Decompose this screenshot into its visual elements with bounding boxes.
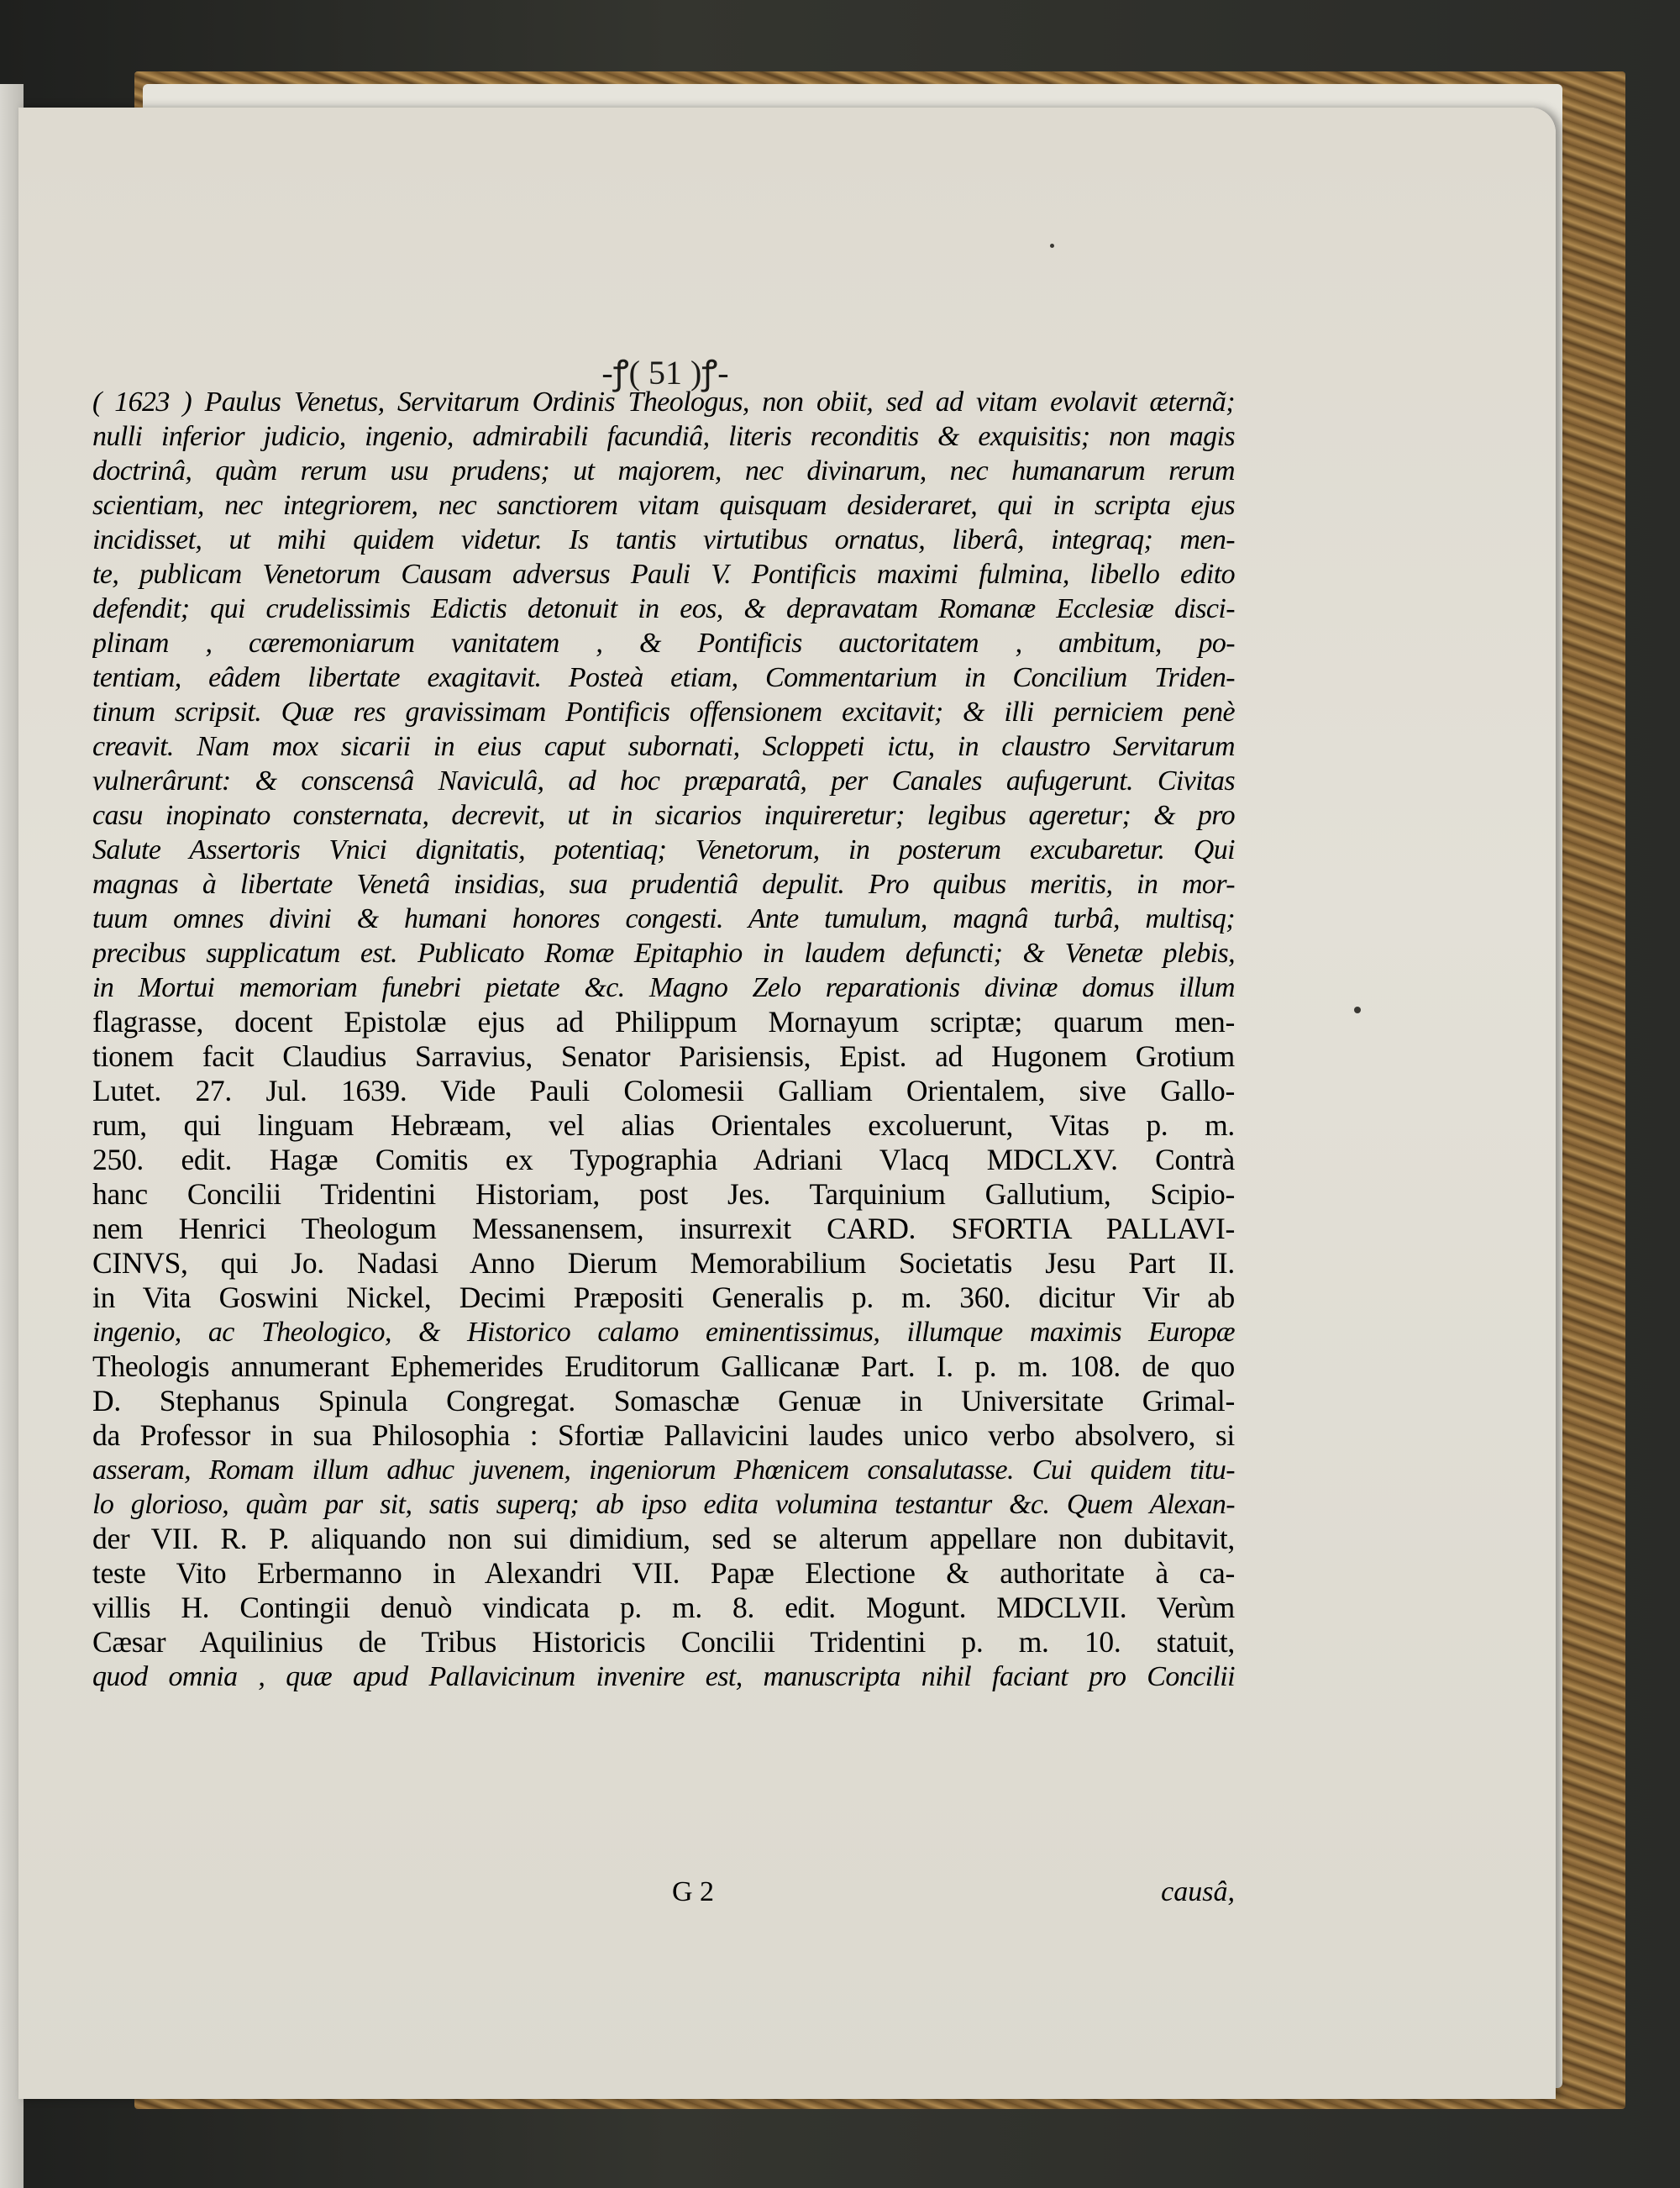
text-line: tinum scripsit. Quæ res gravissimam Pontificis offensionem excitavit; & illi perniciem penè: [92, 697, 1235, 728]
ink-speck: [1354, 1007, 1361, 1013]
text-line: D. Stephanus Spinula Congregat. Somaschæ Genuæ in Universitate Grimal-: [92, 1384, 1235, 1417]
text-line: precibus supplicatum est. Publicato Romæ Epitaphio in laudem defuncti; & Venetæ plebis,: [92, 938, 1235, 969]
text-line: flagrasse, docent Epistolæ ejus ad Philippum Mornayum scriptæ; quarum men-: [92, 1005, 1235, 1039]
text-line: rum, qui linguam Hebræam, vel alias Orientales excoluerunt, Vitas p. m.: [92, 1108, 1235, 1142]
page-number-header: -ꝭ( 51 )ꝭ-: [601, 354, 729, 392]
text-line: scientiam, nec integriorem, nec sanctiorem vitam quisquam desideraret, qui in scripta ejus: [92, 490, 1235, 521]
text-line: teste Vito Erbermanno in Alexandri VII. Papæ Electione & authoritate à ca-: [92, 1556, 1235, 1590]
text-line: magnas à libertate Venetâ insidias, sua prudentiâ depulit. Pro quibus meritis, in mor-: [92, 869, 1235, 900]
book-page: [18, 108, 1556, 2099]
signature-mark: G 2: [672, 1876, 715, 1907]
text-line: tentiam, eâdem libertate exagitavit. Posteà etiam, Commentarium in Concilium Triden-: [92, 662, 1235, 693]
text-line: plinam , cæremoniarum vanitatem , & Pontificis auctoritatem , ambitum, po-: [92, 628, 1235, 659]
text-line: da Professor in sua Philosophia : Sfortiæ Pallavicini laudes unico verbo absolvero, si: [92, 1418, 1235, 1452]
text-line: Salute Assertoris Vnici dignitatis, potentiaq; Venetorum, in posterum excubaretur. Qui: [92, 834, 1235, 865]
text-line: Theologis annumerant Ephemerides Eruditorum Gallicanæ Part. I. p. m. 108. de quo: [92, 1349, 1235, 1383]
text-line: in Mortui memoriam funebri pietate &c. Magno Zelo reparationis divinæ domus illum: [92, 972, 1235, 1003]
text-line: asseram, Romam illum adhuc juvenem, ingeniorum Phœnicem consalutasse. Cui quidem titu-: [92, 1454, 1235, 1486]
text-line: villis H. Contingii denuò vindicata p. m. 8. edit. Mogunt. MDCLVII. Verùm: [92, 1591, 1235, 1624]
text-line: ingenio, ac Theologico, & Historico calamo eminentissimus, illumque maximis Europæ: [92, 1317, 1235, 1348]
text-line: der VII. R. P. aliquando non sui dimidium, sed se alterum appellare non dubitavit,: [92, 1522, 1235, 1555]
text-line: nulli inferior judicio, ingenio, admirabili facundiâ, literis reconditis & exquisitis; non magis: [92, 421, 1235, 452]
text-line: ( 1623 ) Paulus Venetus, Servitarum Ordinis Theologus, non obiit, sed ad vitam evolavit æternã;: [92, 387, 1235, 418]
text-line: tionem facit Claudius Sarravius, Senator Parisiensis, Epist. ad Hugonem Grotium: [92, 1039, 1235, 1073]
text-line: incidisset, ut mihi quidem videtur. Is tantis virtutibus ornatus, liberâ, integraq; men-: [92, 524, 1235, 555]
text-line: in Vita Goswini Nickel, Decimi Præpositi Generalis p. m. 360. dicitur Vir ab: [92, 1281, 1235, 1314]
text-line: Cæsar Aquilinius de Tribus Historicis Concilii Tridentini p. m. 10. statuit,: [92, 1625, 1235, 1659]
text-line: CINVS, qui Jo. Nadasi Anno Dierum Memorabilium Societatis Jesu Part II.: [92, 1246, 1235, 1280]
page-body-text: [92, 385, 1235, 1694]
text-line: doctrinâ, quàm rerum usu prudens; ut majorem, nec divinarum, nec humanarum rerum: [92, 455, 1235, 487]
text-line: nem Henrici Theologum Messanensem, insurrexit CARD. SFORTIA PALLAVI-: [92, 1212, 1235, 1245]
text-line: 250. edit. Hagæ Comitis ex Typographia Adriani Vlacq MDCLXV. Contrà: [92, 1143, 1235, 1176]
text-line: quod omnia , quæ apud Pallavicinum invenire est, manuscripta nihil faciant pro Concilii: [92, 1661, 1235, 1692]
text-line: te, publicam Venetorum Causam adversus Pauli V. Pontificis maximi fulmina, libello edito: [92, 559, 1235, 590]
text-line: defendit; qui crudelissimis Edictis detonuit in eos, & depravatam Romanæ Ecclesiæ disci-: [92, 593, 1235, 624]
text-line: lo glorioso, quàm par sit, satis superq; ab ipso edita volumina testantur &c. Quem Alexan-: [92, 1489, 1235, 1520]
page-footer: [92, 1876, 1235, 1912]
ink-speck: [1050, 244, 1054, 248]
text-line: hanc Concilii Tridentini Historiam, post Jes. Tarquinium Gallutium, Scipio-: [92, 1177, 1235, 1211]
text-line: Lutet. 27. Jul. 1639. Vide Pauli Colomesii Galliam Orientalem, sive Gallo-: [92, 1074, 1235, 1107]
text-line: tuum omnes divini & humani honores congesti. Ante tumulum, magnâ turbâ, multisq;: [92, 903, 1235, 934]
catchword: causâ,: [1161, 1876, 1235, 1907]
text-line: casu inopinato consternata, decrevit, ut in sicarios inquireretur; legibus ageretur; & pro: [92, 800, 1235, 831]
text-line: creavit. Nam mox sicarii in eius caput subornati, Scloppeti ictu, in claustro Servitarum: [92, 731, 1235, 762]
text-line: vulnerârunt: & conscensâ Naviculâ, ad hoc præparatâ, per Canales aufugerunt. Civitas: [92, 765, 1235, 797]
